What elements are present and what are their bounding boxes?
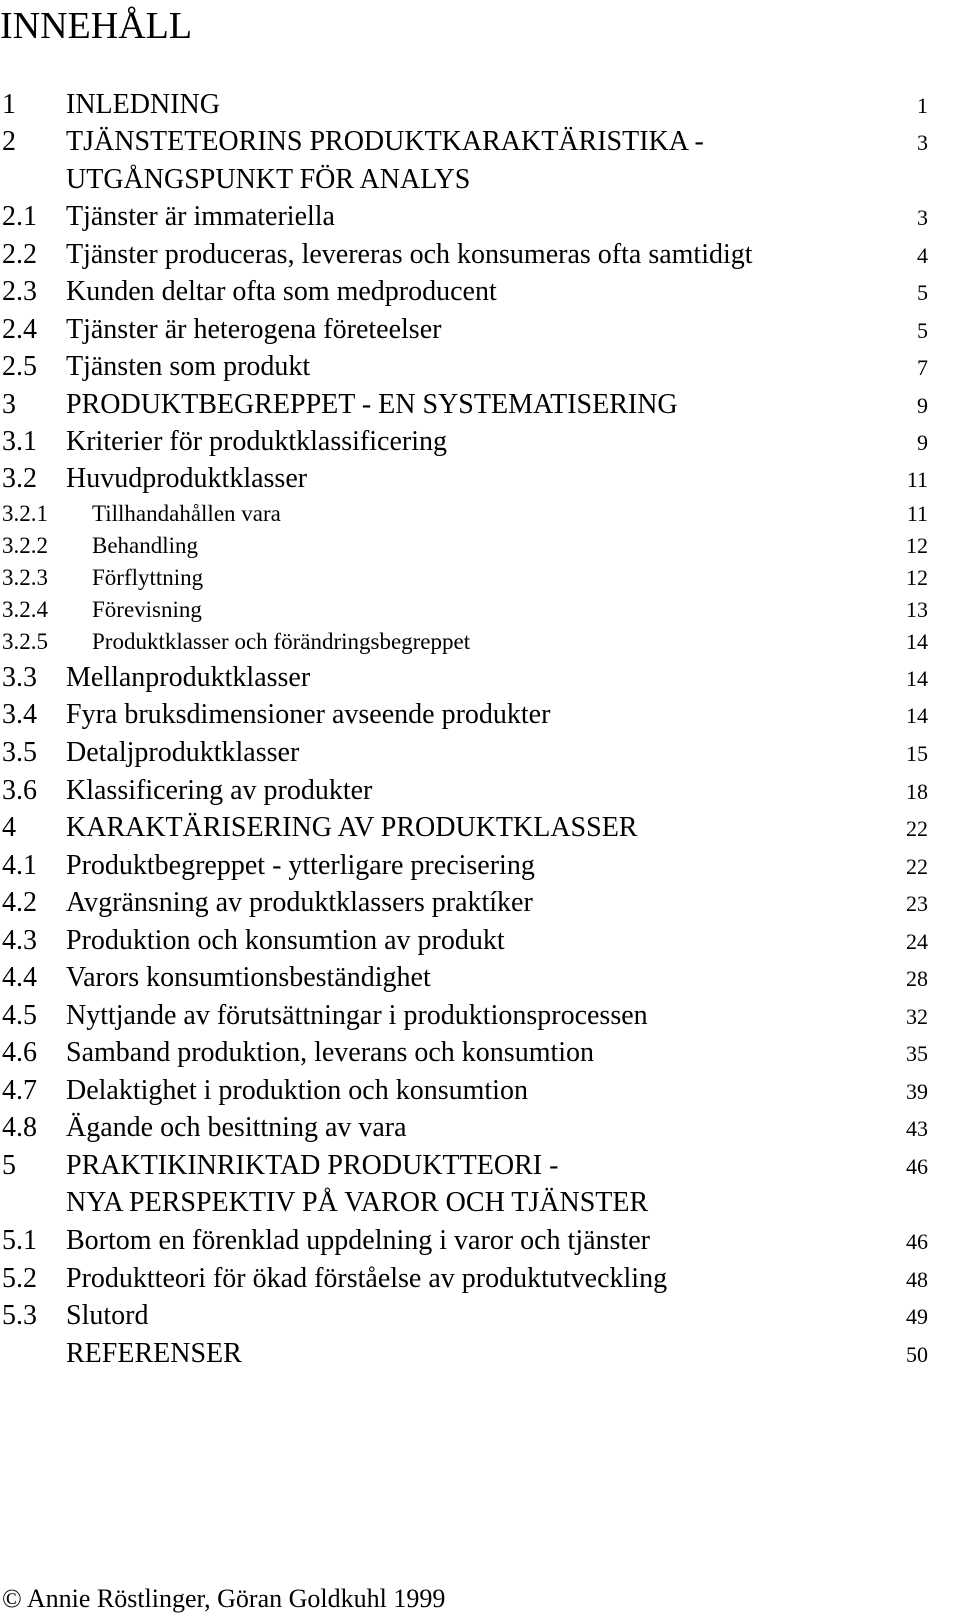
toc-entry-title: Tjänster är heterogena företeelser [66, 314, 442, 345]
toc-entry [0, 349, 960, 385]
toc-entry-title: Detaljproduktklasser [66, 737, 300, 768]
toc-entry [0, 628, 960, 656]
toc-entry-title: Förflyttning [92, 565, 204, 590]
toc-entry-page: 5 [917, 318, 928, 343]
toc-entry-number: 5.3 [2, 1300, 37, 1331]
toc-entry-number: 4 [2, 812, 16, 843]
toc-entry-number: 3.2.2 [2, 533, 48, 558]
toc-entry-title: UTGÅNGSPUNKT FÖR ANALYS [66, 164, 471, 195]
toc-entry-number: 3.1 [2, 426, 37, 457]
toc-entry-page: 23 [906, 891, 928, 916]
toc-entry [0, 660, 960, 696]
toc-entry-title: Slutord [66, 1300, 149, 1331]
toc-entry-page: 14 [906, 666, 928, 691]
toc-entry [0, 424, 960, 460]
toc-entry-number: 1 [2, 89, 16, 120]
toc-entry-page: 50 [906, 1342, 928, 1367]
toc-entry-title: Klassificering av produkter [66, 775, 373, 806]
toc-entry-page: 22 [906, 816, 928, 841]
toc-entry-number: 4.5 [2, 1000, 37, 1031]
toc-entry [0, 735, 960, 771]
toc-entry-page: 49 [906, 1304, 928, 1329]
toc-entry [0, 199, 960, 235]
toc-entry-page: 9 [917, 430, 928, 455]
toc-entry [0, 461, 960, 497]
toc-entry [0, 810, 960, 846]
toc-entry-title: Behandling [92, 533, 199, 558]
toc-entry [0, 697, 960, 733]
toc-entry-title: NYA PERSPEKTIV PÅ VAROR OCH TJÄNSTER [66, 1187, 649, 1218]
toc-entry-number: 4.8 [2, 1112, 37, 1143]
toc-entry-title: Nyttjande av förutsättningar i produktionsprocessen [66, 1000, 648, 1031]
toc-entry [0, 596, 960, 624]
toc-entry-title: Bortom en förenklad uppdelning i varor och tjänster [66, 1225, 650, 1256]
toc-entry [0, 564, 960, 592]
toc-entry-title: Tillhandahållen vara [92, 501, 281, 526]
toc-entry-number: 3.5 [2, 737, 37, 768]
toc-entry [0, 848, 960, 884]
toc-entry-page: 35 [906, 1041, 928, 1066]
toc-entry [0, 312, 960, 348]
toc-entry-title: Avgränsning av produktklassers praktíker [66, 887, 533, 918]
toc-entry [0, 1336, 960, 1372]
toc-entry-page: 12 [906, 533, 928, 558]
toc-entry-title: Samband produktion, leverans och konsumtion [66, 1037, 595, 1068]
toc-entry-page: 32 [906, 1004, 928, 1029]
toc-entry-title: Kriterier för produktklassificering [66, 426, 447, 457]
toc-entry-number: 4.7 [2, 1075, 37, 1106]
toc-entry-page: 11 [906, 501, 928, 526]
toc-entry-number: 4.6 [2, 1037, 37, 1068]
toc-entry-title: Kunden deltar ofta som medproducent [66, 276, 497, 307]
toc-entry-page: 4 [917, 243, 928, 268]
toc-entry-title: Tjänster är immateriella [66, 201, 335, 232]
toc-entry-title: TJÄNSTETEORINS PRODUKTKARAKTÄRISTIKA - [66, 126, 704, 157]
toc-entry-title: REFERENSER [66, 1338, 242, 1369]
toc-entry [0, 387, 960, 423]
toc-entry-number: 3.2.4 [2, 597, 48, 622]
toc-entry-page: 14 [906, 703, 928, 728]
toc-entry-title: Produktbegreppet - ytterligare precisering [66, 850, 535, 881]
toc-entry-title: Fyra bruksdimensioner avseende produkter [66, 699, 551, 730]
toc-entry [0, 1035, 960, 1071]
toc-entry-page: 28 [906, 966, 928, 991]
toc-entry-number: 3.2 [2, 463, 37, 494]
toc-entry-title: Tjänsten som produkt [66, 351, 311, 382]
toc-entry-page: 43 [906, 1116, 928, 1141]
toc-entry [0, 124, 960, 160]
toc-entry [0, 87, 960, 123]
toc-entry-number: 3.3 [2, 662, 37, 693]
toc-entry [0, 998, 960, 1034]
toc-entry-title: Produktklasser och förändringsbegreppet [92, 629, 471, 654]
toc-entry-page: 39 [906, 1079, 928, 1104]
toc-entry-page: 15 [906, 741, 928, 766]
toc-entry [0, 960, 960, 996]
toc-entry [0, 923, 960, 959]
toc-entry-page: 3 [917, 205, 928, 230]
toc-entry-number: 2.1 [2, 201, 37, 232]
toc-entry [0, 532, 960, 560]
toc-entry-page: 18 [906, 779, 928, 804]
toc-entry-number: 3.4 [2, 699, 37, 730]
toc-entry-number: 2.4 [2, 314, 37, 345]
toc-entry [0, 1110, 960, 1146]
toc-entry-number: 3.2.3 [2, 565, 48, 590]
toc-entry-title: Varors konsumtionsbeständighet [66, 962, 431, 993]
toc-entry-number: 4.1 [2, 850, 37, 881]
toc-entry-title: Ägande och besittning av vara [66, 1112, 407, 1143]
toc-entry-number: 5.1 [2, 1225, 37, 1256]
toc-entry-number: 4.2 [2, 887, 37, 918]
toc-entry-number: 3.6 [2, 775, 37, 806]
toc-entry-number: 5 [2, 1150, 16, 1181]
toc-entry [0, 237, 960, 273]
toc-entry-page: 46 [906, 1154, 928, 1179]
toc-entry-page: 7 [917, 355, 928, 380]
toc-entry-title: Förevisning [92, 597, 202, 622]
toc-entry [0, 1185, 960, 1221]
toc-entry-page: 13 [906, 597, 928, 622]
toc-entry [0, 162, 960, 198]
toc-entry-title: Produktion och konsumtion av produkt [66, 925, 505, 956]
toc-entry-number: 3 [2, 389, 16, 420]
toc-entry [0, 773, 960, 809]
page-title: INNEHÅLL [0, 5, 193, 47]
toc-entry-page: 46 [906, 1229, 928, 1254]
toc-entry-number: 4.3 [2, 925, 37, 956]
copyright-notice: © Annie Röstlinger, Göran Goldkuhl 1999 [2, 1584, 446, 1613]
toc-entry [0, 1298, 960, 1334]
toc-entry-page: 3 [917, 130, 928, 155]
toc-entry [0, 1148, 960, 1184]
toc-entry-number: 5.2 [2, 1263, 37, 1294]
toc-entry-page: 9 [917, 393, 928, 418]
toc-entry-page: 22 [906, 854, 928, 879]
toc-entry-page: 11 [906, 467, 928, 492]
toc-entry-title: KARAKTÄRISERING AV PRODUKTKLASSER [66, 812, 638, 843]
toc-entry-title: Delaktighet i produktion och konsumtion [66, 1075, 528, 1106]
toc-entry-number: 2.3 [2, 276, 37, 307]
toc-entry-title: Produktteori för ökad förståelse av produktutveckling [66, 1263, 668, 1294]
toc-entry-page: 48 [906, 1267, 928, 1292]
toc-entry-number: 3.2.1 [2, 501, 48, 526]
toc-entry [0, 1223, 960, 1259]
toc-entry [0, 1073, 960, 1109]
toc-entry-title: PRAKTIKINRIKTAD PRODUKTTEORI - [66, 1150, 559, 1181]
toc-entry-title: INLEDNING [66, 89, 220, 120]
toc-entry [0, 885, 960, 921]
toc-entry-page: 12 [906, 565, 928, 590]
toc-entry-number: 2.5 [2, 351, 37, 382]
toc-entry-number: 2 [2, 126, 16, 157]
toc-entry-title: Mellanproduktklasser [66, 662, 311, 693]
toc-entry-page: 5 [917, 280, 928, 305]
toc-entry [0, 500, 960, 528]
toc-entry-page: 14 [906, 629, 928, 654]
toc-entry-title: PRODUKTBEGREPPET - EN SYSTEMATISERING [66, 389, 678, 420]
toc-entry-page: 1 [917, 93, 928, 118]
toc-entry-page: 24 [906, 929, 928, 954]
toc-entry [0, 1261, 960, 1297]
toc-entry-number: 2.2 [2, 239, 37, 270]
toc-entry-number: 3.2.5 [2, 629, 48, 654]
toc-entry-title: Tjänster produceras, levereras och konsumeras ofta samtidigt [66, 239, 753, 270]
toc-entry-number: 4.4 [2, 962, 37, 993]
toc-entry [0, 274, 960, 310]
toc-entry-title: Huvudproduktklasser [66, 463, 308, 494]
